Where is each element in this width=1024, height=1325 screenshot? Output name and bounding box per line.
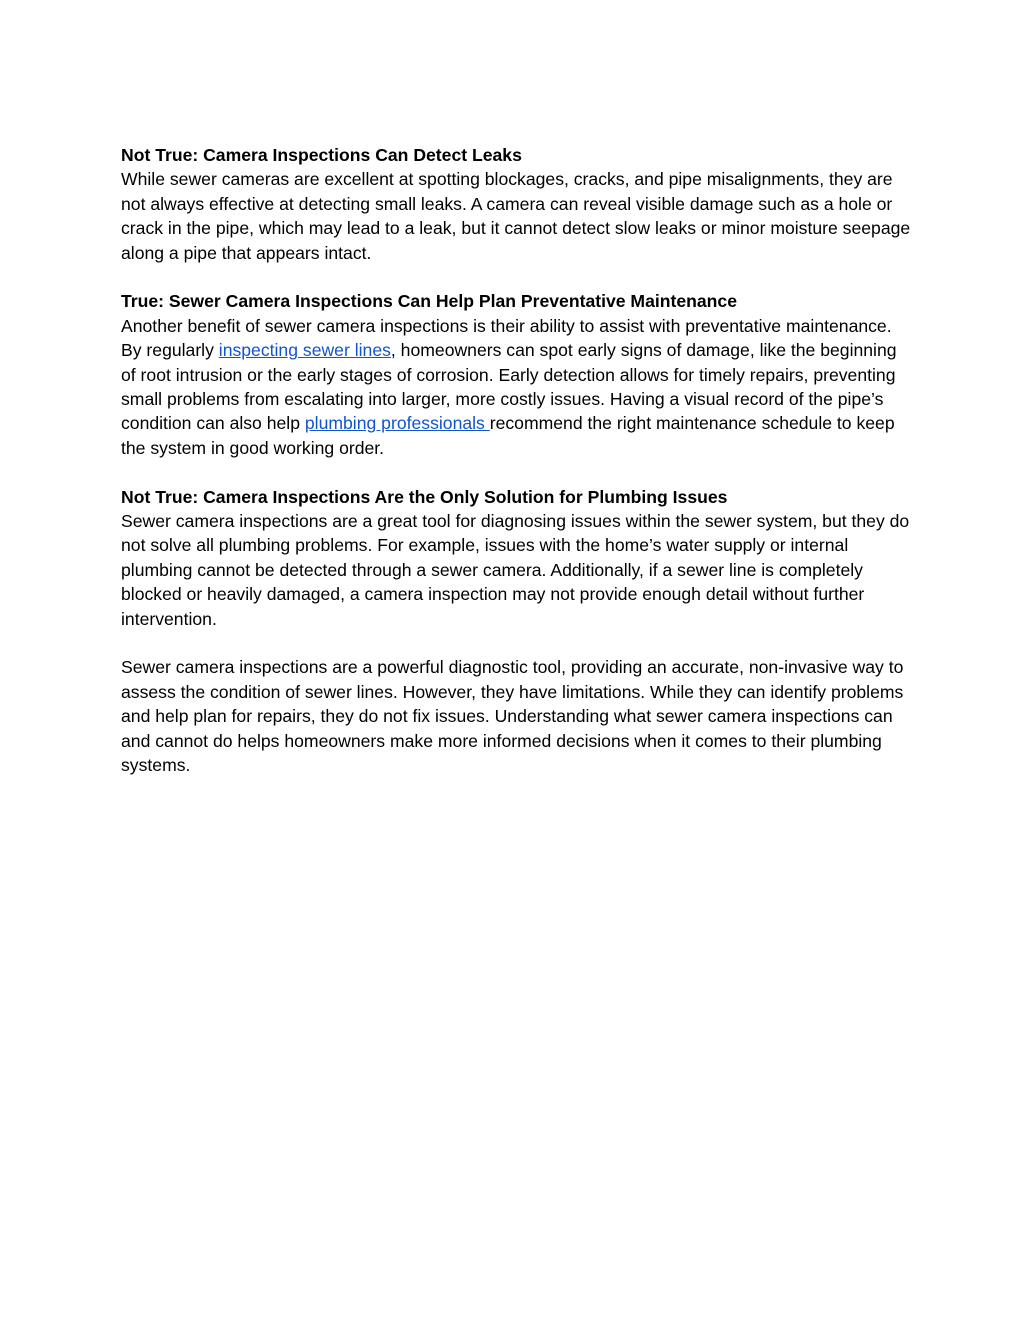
inspecting-sewer-lines-link[interactable]: inspecting sewer lines — [218, 340, 391, 361]
paragraph-text: , homeowners can spot early signs of damage, like the beginning of root intrusion or the early stages of corrosion. Early detection allows for timely repairs, preventing small problems from escalating into larger, more costly issues. Having a visual record of the pipe’s condition can also help — [121, 340, 897, 434]
section-preventative-maintenance — [121, 289, 911, 460]
section-paragraph — [121, 314, 911, 460]
document-body — [121, 143, 911, 802]
section-heading: Not True: Camera Inspections Are the Only Solution for Plumbing Issues — [121, 486, 728, 507]
paragraph-text: Another benefit of sewer camera inspections is their ability to assist with preventative maintenance. By regularly — [121, 315, 892, 361]
section-paragraph: While sewer cameras are excellent at spotting blockages, cracks, and pipe misalignments, they are not always effective at detecting small leaks. A camera can reveal visible damage such as a hole or crack in the pipe, which may lead to a leak, but it cannot detect slow leaks or minor moisture seepage along a pipe that appears intact. — [121, 169, 911, 263]
section-paragraph: Sewer camera inspections are a great tool for diagnosing issues within the sewer system, but they do not solve all plumbing problems. For example, issues with the home’s water supply or internal plumbing cannot be detected through a sewer camera. Additionally, if a sewer line is completely blocked or heavily damaged, a camera inspection may not provide enough detail without further intervention. — [121, 511, 910, 629]
section-conclusion — [121, 655, 911, 777]
section-heading: Not True: Camera Inspections Can Detect Leaks — [121, 145, 522, 165]
section-heading: True: Sewer Camera Inspections Can Help Plan Preventative Maintenance — [121, 291, 737, 312]
section-only-solution — [121, 485, 911, 631]
plumbing-professionals-link[interactable]: plumbing professionals — [304, 413, 490, 434]
conclusion-paragraph: Sewer camera inspections are a powerful diagnostic tool, providing an accurate, non-invasive way to assess the condition of sewer lines. However, they have limitations. While they can identify problems and help plan for repairs, they do not fix issues. Understanding what sewer camera inspections can and cannot do helps homeowners make more informed decisions when it comes to their plumbing systems. — [121, 657, 904, 776]
paragraph-text: recommend the right maintenance schedule to keep the system in good working order. — [121, 413, 895, 458]
section-leaks — [121, 143, 911, 265]
